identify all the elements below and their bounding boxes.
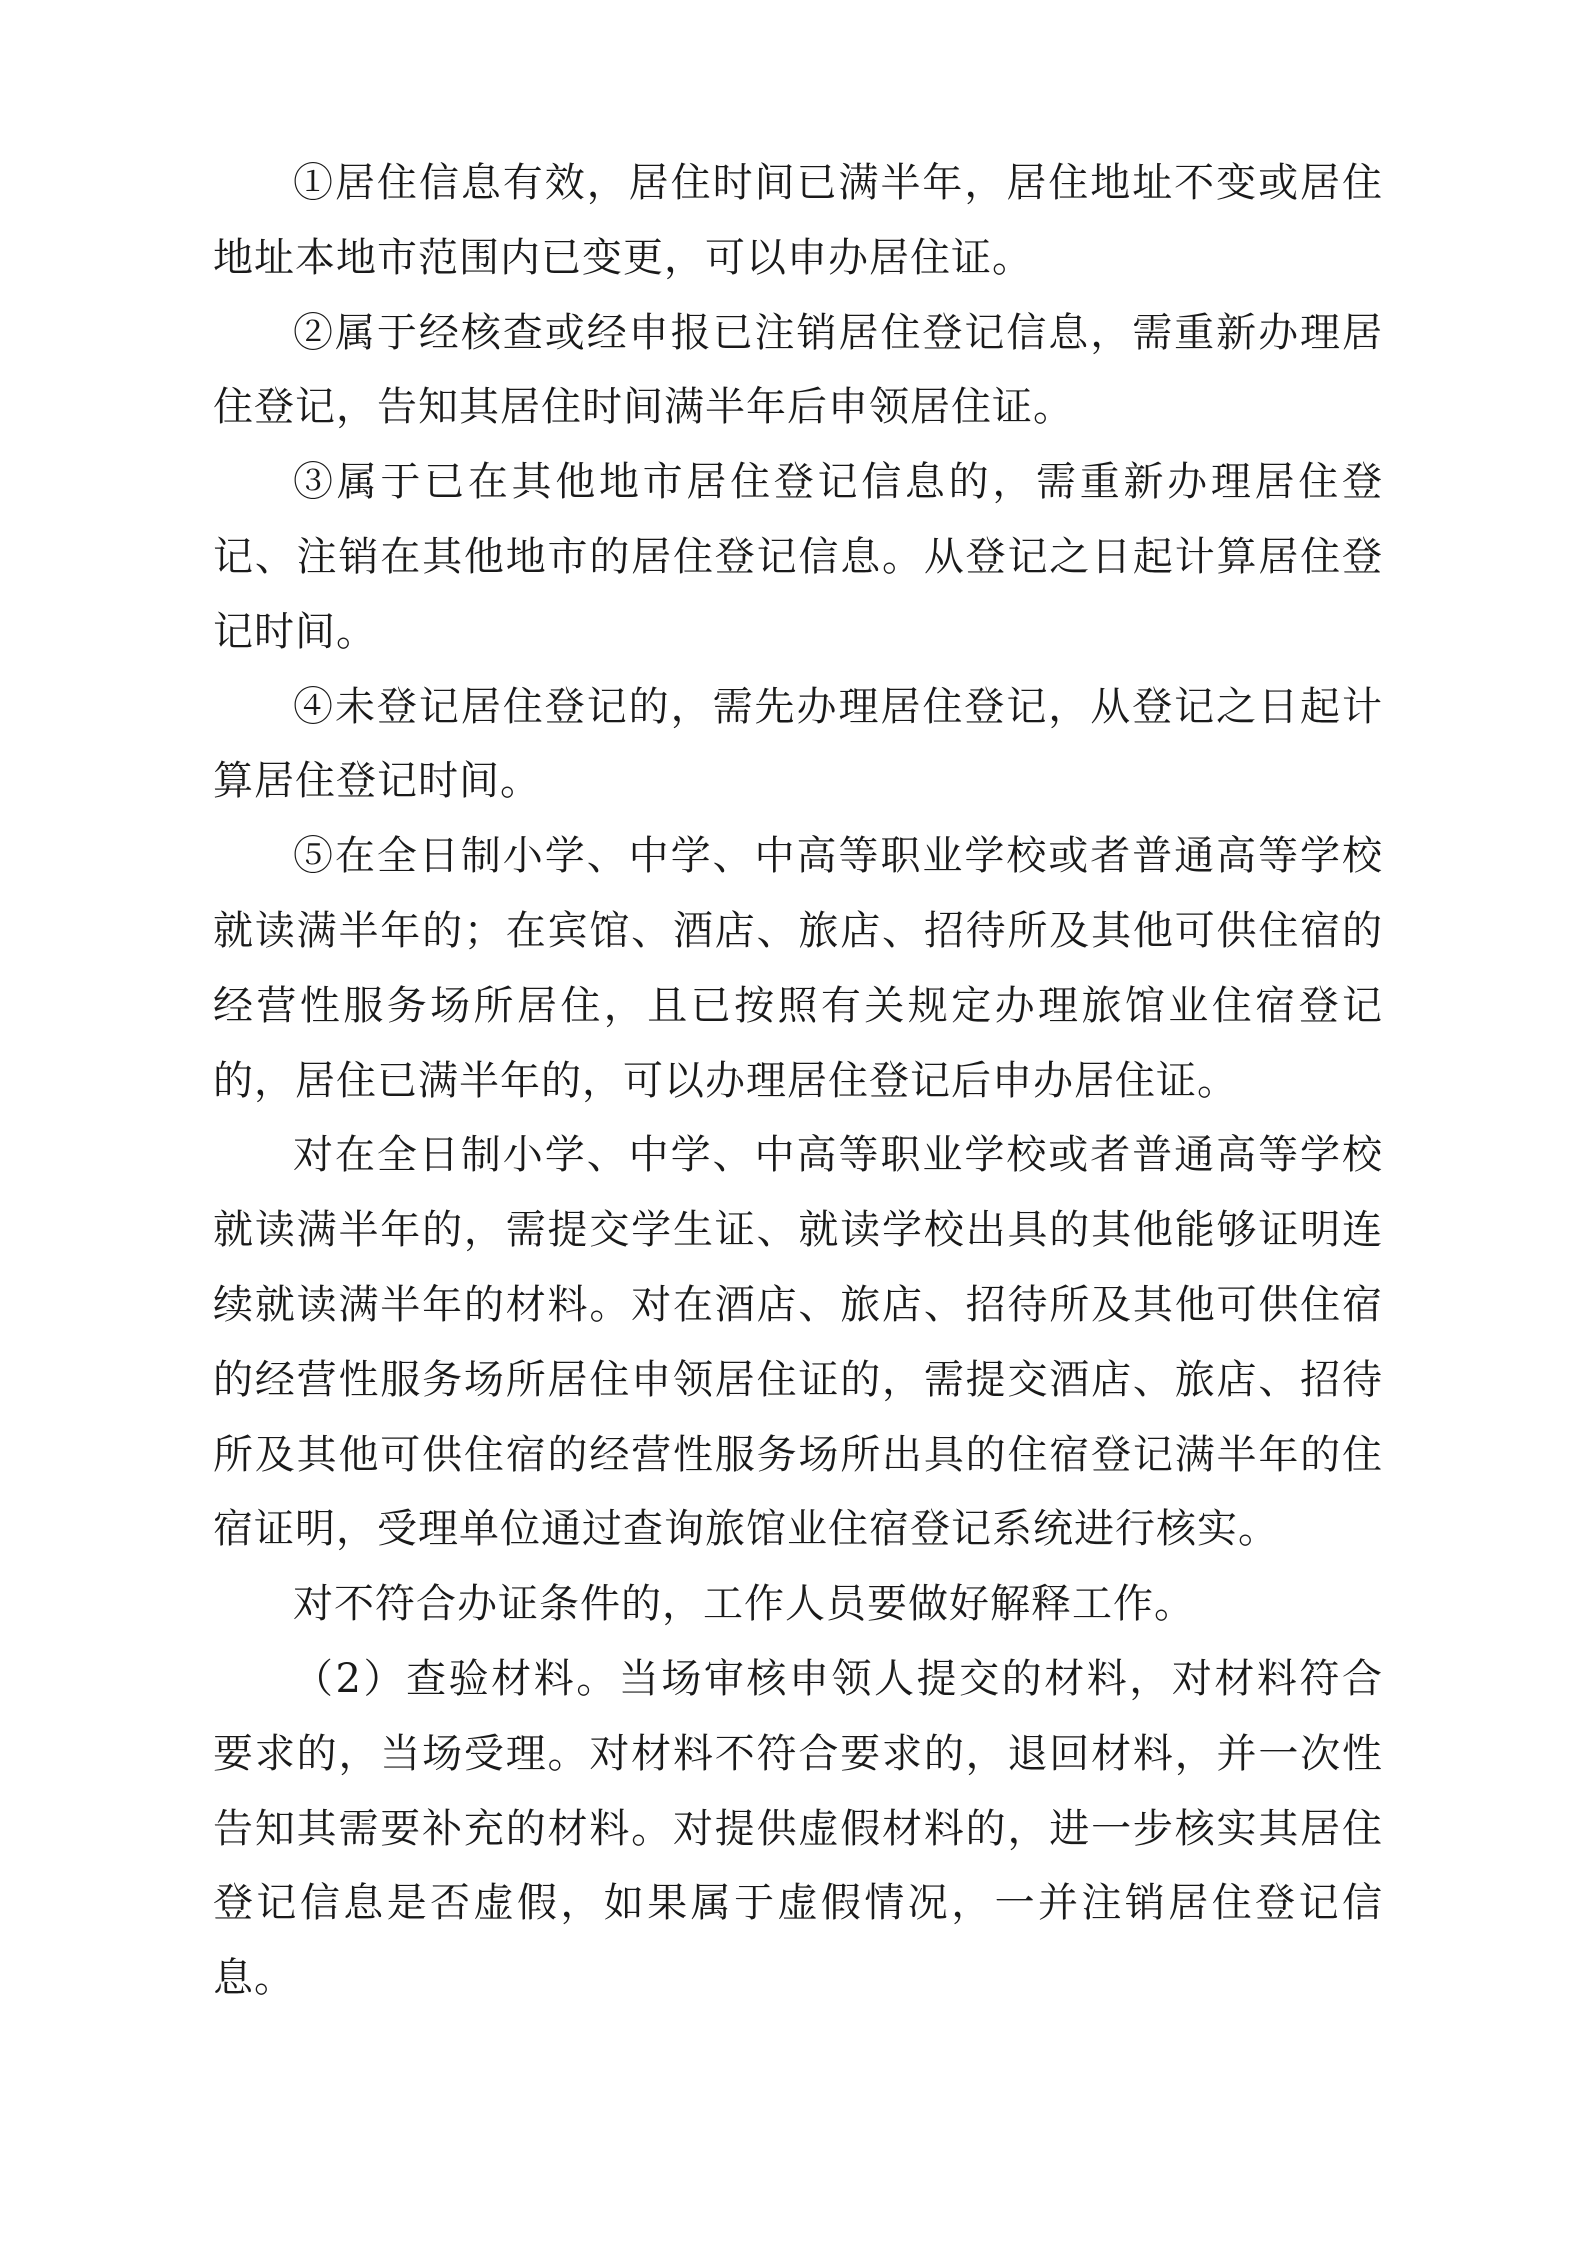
paragraph-non-qualified: 对不符合办证条件的，工作人员要做好解释工作。 [293,1581,1195,1628]
paragraph-item-3: ③属于已在其他地市居住登记信息的，需重新办理居住登记、注销在其他地市的居住登记信息。从登记之日起计算居住登记时间。 [213,459,1383,655]
paragraph-check-materials: （2）查验材料。当场审核申领人提交的材料，对材料符合要求的，当场受理。对材料不符合要求的，退回材料，并一次性告知其需要补充的材料。对提供虚假材料的，进一步核实其居住登记信息是否虚假，如果属于虚假情况，一并注销居住登记信息。 [213,1655,1383,2002]
paragraph-item-2: ②属于经核查或经申报已注销居住登记信息，需重新办理居住登记，告知其居住时间满半年后申领居住证。 [213,309,1383,431]
paragraph-item-1: ①居住信息有效，居住时间已满半年，居住地址不变或居住地址本地市范围内已变更，可以申办居住证。 [213,160,1383,281]
paragraph-item-4: ④未登记居住登记的，需先办理居住登记，从登记之日起计算居住登记时间。 [213,683,1383,805]
document-body [213,146,1383,2016]
paragraph-item-5: ⑤在全日制小学、中学、中高等职业学校或者普通高等学校就读满半年的；在宾馆、酒店、旅店、招待所及其他可供住宿的经营性服务场所居住，且已按照有关规定办理旅馆业住宿登记的，居住已满半年的，可以办理居住登记后申办居住证。 [213,833,1383,1104]
paragraph-student-hotel-proof: 对在全日制小学、中学、中高等职业学校或者普通高等学校就读满半年的，需提交学生证、就读学校出具的其他能够证明连续就读满半年的材料。对在酒店、旅店、招待所及其他可供住宿的经营性服务场所居住申领居住证的，需提交酒店、旅店、招待所及其他可供住宿的经营性服务场所出具的住宿登记满半年的住宿证明，受理单位通过查询旅馆业住宿登记系统进行核实。 [213,1132,1383,1553]
